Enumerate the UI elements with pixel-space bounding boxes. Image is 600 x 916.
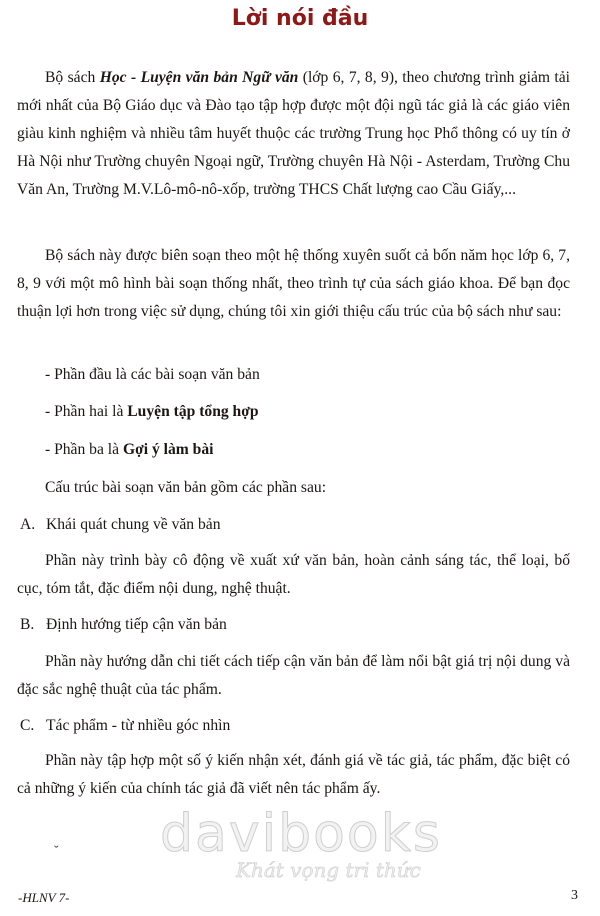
list-item-part-three [45, 439, 213, 461]
list-item-part-two [45, 401, 259, 423]
section-b-body: Phần này hướng dẫn chi tiết cách tiếp cận văn bản để làm nổi bật giá trị nội dung và đặc sắc nghệ thuật của tác phẩm. [17, 653, 570, 698]
list-item-part-two-prefix: - Phần hai là [45, 403, 128, 420]
watermark-tagline: Khát vọng tri thức [236, 858, 421, 882]
watermark-brand: davibooks [160, 804, 442, 864]
intro-text-rest: (lớp 6, 7, 8, 9), theo chương trình giảm tải mới nhất của Bộ Giáo dục và Đào tạo tập hợp được một đội ngũ tác giả là các giáo viên giàu kinh nghiệm và nhiều tâm huyết thuộc các trường Trung học Phổ thông có uy tín ở Hà Nội như Trường chuyên Ngoại ngữ, Trường chuyên Hà Nội - Asterdam, Trường Chu Văn An, Trường M.V.Lô-mô-nô-xốp, trường THCS Chất lượng cao Cầu Giấy,... [17, 69, 570, 198]
section-a-title: Khái quát chung về văn bản [46, 516, 221, 533]
intro-paragraph-2-text: Bộ sách này được biên soạn theo một hệ thống xuyên suốt cả bốn năm học lớp 6, 7, 8, 9 với một mô hình bài soạn thống nhất, theo trình tự của sách giáo khoa. Để bạn đọc thuận lợi hơn trong việc sử dụng, chúng tôi xin giới thiệu cấu trúc của bộ sách như sau: [17, 247, 570, 320]
section-b-title: Định hướng tiếp cận văn bản [46, 616, 227, 633]
list-item-part-three-bold: Gợi ý làm bài [122, 441, 214, 458]
intro-text-start: Bộ sách [45, 69, 100, 86]
ink-mark: ˘ [54, 844, 59, 859]
section-b-letter: B. [20, 616, 35, 633]
section-c-heading [20, 715, 230, 737]
list-item-part-three-prefix: - Phần ba là [45, 441, 123, 458]
page-number: 3 [571, 888, 578, 903]
list-item-part-one: - Phần đầu là các bài soạn văn bản [45, 366, 260, 383]
page-title: Lời nói đầu [231, 6, 369, 31]
section-b-text [17, 648, 570, 704]
section-b-heading [20, 614, 227, 636]
section-a-body: Phần này trình bày cô động về xuất xứ văn bản, hoàn cảnh sáng tác, thể loại, bố cục, tóm tắt, đặc điểm nội dung, nghệ thuật. [17, 552, 570, 597]
section-a-text [17, 547, 570, 603]
structure-intro: Cấu trúc bài soạn văn bản gồm các phần sau: [45, 479, 327, 496]
intro-paragraph-1 [17, 64, 570, 204]
section-a-heading [20, 514, 221, 536]
section-a-letter: A. [20, 516, 36, 533]
section-c-text [17, 747, 570, 803]
list-item-part-two-bold: Luyện tập tổng hợp [127, 403, 259, 420]
book-series-title: Học - Luyện văn bản Ngữ văn [99, 69, 299, 86]
section-c-title: Tác phẩm - từ nhiều góc nhìn [46, 717, 231, 734]
section-c-body: Phần này tập hợp một số ý kiến nhận xét, đánh giá về tác giả, tác phẩm, đặc biệt có cả những ý kiến của chính tác giả đã viết nên tác phẩm ấy. [17, 752, 570, 797]
footer-book-code: -HLNV 7- [18, 890, 70, 905]
intro-paragraph-2 [17, 242, 570, 326]
section-c-letter: C. [20, 717, 35, 734]
